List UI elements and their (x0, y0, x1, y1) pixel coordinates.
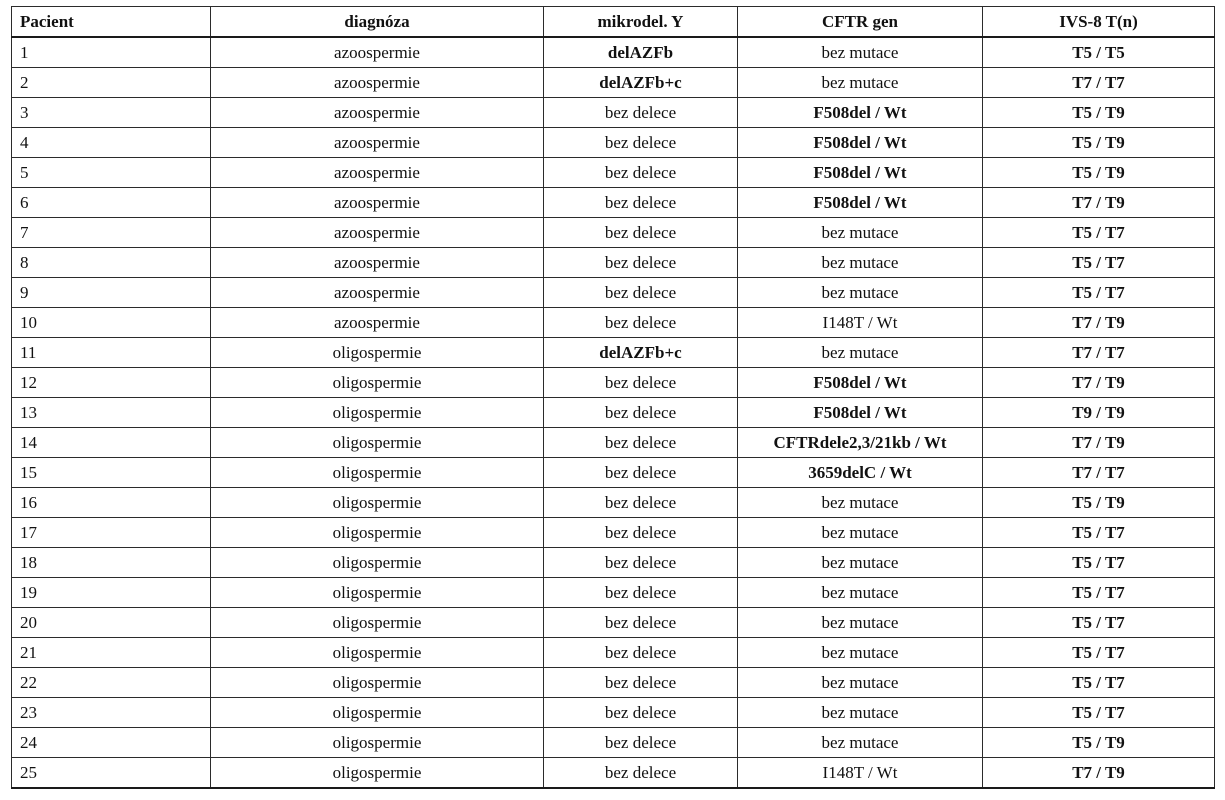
patient-table-container (11, 6, 1214, 789)
cell-ivs: T5 / T9 (983, 488, 1215, 518)
table-header-row (12, 7, 1215, 38)
cell-pacient: 17 (12, 518, 211, 548)
cell-pacient: 8 (12, 248, 211, 278)
cell-cftr: F508del / Wt (738, 398, 983, 428)
table-row (12, 638, 1215, 668)
cell-pacient: 20 (12, 608, 211, 638)
cell-cftr: F508del / Wt (738, 188, 983, 218)
cell-pacient: 5 (12, 158, 211, 188)
header-diagnoza: diagnóza (211, 7, 544, 38)
cell-cftr: I148T / Wt (738, 308, 983, 338)
cell-diagnoza: azoospermie (211, 188, 544, 218)
cell-pacient: 19 (12, 578, 211, 608)
cell-ivs: T5 / T7 (983, 248, 1215, 278)
table-row (12, 188, 1215, 218)
cell-pacient: 4 (12, 128, 211, 158)
cell-cftr: bez mutace (738, 608, 983, 638)
cell-mikrodel: bez delece (544, 308, 738, 338)
cell-ivs: T7 / T9 (983, 308, 1215, 338)
cell-pacient: 16 (12, 488, 211, 518)
cell-diagnoza: oligospermie (211, 608, 544, 638)
cell-mikrodel: bez delece (544, 398, 738, 428)
cell-ivs: T5 / T9 (983, 128, 1215, 158)
cell-diagnoza: azoospermie (211, 248, 544, 278)
cell-ivs: T7 / T7 (983, 458, 1215, 488)
cell-diagnoza: oligospermie (211, 458, 544, 488)
cell-cftr: bez mutace (738, 578, 983, 608)
table-row (12, 338, 1215, 368)
table-row (12, 668, 1215, 698)
table-row (12, 698, 1215, 728)
table-row (12, 728, 1215, 758)
cell-pacient: 6 (12, 188, 211, 218)
cell-pacient: 21 (12, 638, 211, 668)
cell-ivs: T7 / T7 (983, 68, 1215, 98)
cell-diagnoza: oligospermie (211, 368, 544, 398)
cell-mikrodel: bez delece (544, 218, 738, 248)
cell-pacient: 10 (12, 308, 211, 338)
cell-mikrodel: bez delece (544, 548, 738, 578)
table-row (12, 458, 1215, 488)
cell-mikrodel: bez delece (544, 428, 738, 458)
cell-pacient: 7 (12, 218, 211, 248)
cell-diagnoza: oligospermie (211, 638, 544, 668)
cell-mikrodel: bez delece (544, 278, 738, 308)
cell-diagnoza: azoospermie (211, 37, 544, 68)
cell-mikrodel: bez delece (544, 128, 738, 158)
header-pacient: Pacient (12, 7, 211, 38)
table-row (12, 158, 1215, 188)
table-row (12, 578, 1215, 608)
cell-pacient: 24 (12, 728, 211, 758)
cell-cftr: bez mutace (738, 548, 983, 578)
cell-diagnoza: azoospermie (211, 158, 544, 188)
cell-pacient: 25 (12, 758, 211, 789)
cell-pacient: 15 (12, 458, 211, 488)
cell-ivs: T5 / T5 (983, 37, 1215, 68)
cell-mikrodel: bez delece (544, 758, 738, 789)
cell-mikrodel: bez delece (544, 368, 738, 398)
cell-ivs: T5 / T7 (983, 278, 1215, 308)
table-row (12, 308, 1215, 338)
cell-cftr: bez mutace (738, 518, 983, 548)
cell-mikrodel: bez delece (544, 608, 738, 638)
cell-diagnoza: azoospermie (211, 278, 544, 308)
cell-cftr: bez mutace (738, 338, 983, 368)
table-row (12, 128, 1215, 158)
cell-mikrodel: bez delece (544, 578, 738, 608)
table-row (12, 758, 1215, 789)
cell-diagnoza: azoospermie (211, 98, 544, 128)
cell-pacient: 9 (12, 278, 211, 308)
cell-pacient: 2 (12, 68, 211, 98)
cell-cftr: bez mutace (738, 218, 983, 248)
cell-ivs: T7 / T9 (983, 368, 1215, 398)
cell-cftr: 3659delC / Wt (738, 458, 983, 488)
cell-ivs: T5 / T7 (983, 638, 1215, 668)
cell-diagnoza: oligospermie (211, 668, 544, 698)
cell-ivs: T5 / T7 (983, 548, 1215, 578)
cell-cftr: bez mutace (738, 638, 983, 668)
cell-cftr: F508del / Wt (738, 158, 983, 188)
cell-cftr: F508del / Wt (738, 368, 983, 398)
header-ivs8-tn: IVS-8 T(n) (983, 7, 1215, 38)
cell-diagnoza: azoospermie (211, 218, 544, 248)
cell-mikrodel: bez delece (544, 728, 738, 758)
cell-diagnoza: oligospermie (211, 428, 544, 458)
cell-diagnoza: azoospermie (211, 68, 544, 98)
cell-mikrodel: delAZFb+c (544, 338, 738, 368)
cell-ivs: T5 / T7 (983, 698, 1215, 728)
cell-ivs: T5 / T7 (983, 218, 1215, 248)
cell-ivs: T7 / T9 (983, 188, 1215, 218)
cell-diagnoza: oligospermie (211, 758, 544, 789)
cell-cftr: bez mutace (738, 728, 983, 758)
table-row (12, 608, 1215, 638)
cell-ivs: T5 / T7 (983, 668, 1215, 698)
cell-mikrodel: bez delece (544, 638, 738, 668)
cell-diagnoza: oligospermie (211, 518, 544, 548)
cell-cftr: F508del / Wt (738, 128, 983, 158)
cell-cftr: CFTRdele2,3/21kb / Wt (738, 428, 983, 458)
cell-mikrodel: bez delece (544, 668, 738, 698)
table-row (12, 248, 1215, 278)
cell-mikrodel: delAZFb+c (544, 68, 738, 98)
cell-ivs: T7 / T9 (983, 428, 1215, 458)
cell-mikrodel: delAZFb (544, 37, 738, 68)
header-cftr-gen: CFTR gen (738, 7, 983, 38)
cell-cftr: bez mutace (738, 488, 983, 518)
cell-pacient: 18 (12, 548, 211, 578)
cell-ivs: T9 / T9 (983, 398, 1215, 428)
cell-pacient: 14 (12, 428, 211, 458)
cell-cftr: bez mutace (738, 668, 983, 698)
cell-mikrodel: bez delece (544, 98, 738, 128)
patient-genetics-table (11, 6, 1215, 789)
cell-ivs: T5 / T7 (983, 518, 1215, 548)
cell-cftr: bez mutace (738, 68, 983, 98)
cell-cftr: bez mutace (738, 278, 983, 308)
cell-cftr: I148T / Wt (738, 758, 983, 789)
table-row (12, 37, 1215, 68)
cell-ivs: T5 / T7 (983, 608, 1215, 638)
cell-diagnoza: oligospermie (211, 398, 544, 428)
table-row (12, 68, 1215, 98)
cell-ivs: T7 / T9 (983, 758, 1215, 789)
cell-diagnoza: oligospermie (211, 578, 544, 608)
cell-mikrodel: bez delece (544, 518, 738, 548)
cell-cftr: bez mutace (738, 698, 983, 728)
table-row (12, 398, 1215, 428)
table-body (12, 37, 1215, 788)
cell-cftr: bez mutace (738, 37, 983, 68)
cell-mikrodel: bez delece (544, 248, 738, 278)
cell-pacient: 22 (12, 668, 211, 698)
cell-ivs: T5 / T7 (983, 578, 1215, 608)
header-mikrodel-y: mikrodel. Y (544, 7, 738, 38)
cell-diagnoza: oligospermie (211, 488, 544, 518)
cell-mikrodel: bez delece (544, 158, 738, 188)
cell-mikrodel: bez delece (544, 698, 738, 728)
cell-diagnoza: azoospermie (211, 308, 544, 338)
table-row (12, 218, 1215, 248)
table-row (12, 488, 1215, 518)
cell-pacient: 23 (12, 698, 211, 728)
cell-cftr: bez mutace (738, 248, 983, 278)
cell-pacient: 3 (12, 98, 211, 128)
table-row (12, 518, 1215, 548)
cell-diagnoza: oligospermie (211, 548, 544, 578)
cell-cftr: F508del / Wt (738, 98, 983, 128)
table-row (12, 548, 1215, 578)
cell-ivs: T5 / T9 (983, 158, 1215, 188)
cell-ivs: T7 / T7 (983, 338, 1215, 368)
table-row (12, 368, 1215, 398)
table-row (12, 428, 1215, 458)
cell-pacient: 12 (12, 368, 211, 398)
cell-pacient: 1 (12, 37, 211, 68)
cell-pacient: 13 (12, 398, 211, 428)
cell-diagnoza: azoospermie (211, 128, 544, 158)
cell-ivs: T5 / T9 (983, 98, 1215, 128)
cell-mikrodel: bez delece (544, 188, 738, 218)
cell-diagnoza: oligospermie (211, 698, 544, 728)
cell-pacient: 11 (12, 338, 211, 368)
table-row (12, 98, 1215, 128)
table-row (12, 278, 1215, 308)
cell-diagnoza: oligospermie (211, 728, 544, 758)
cell-mikrodel: bez delece (544, 458, 738, 488)
cell-mikrodel: bez delece (544, 488, 738, 518)
cell-ivs: T5 / T9 (983, 728, 1215, 758)
cell-diagnoza: oligospermie (211, 338, 544, 368)
